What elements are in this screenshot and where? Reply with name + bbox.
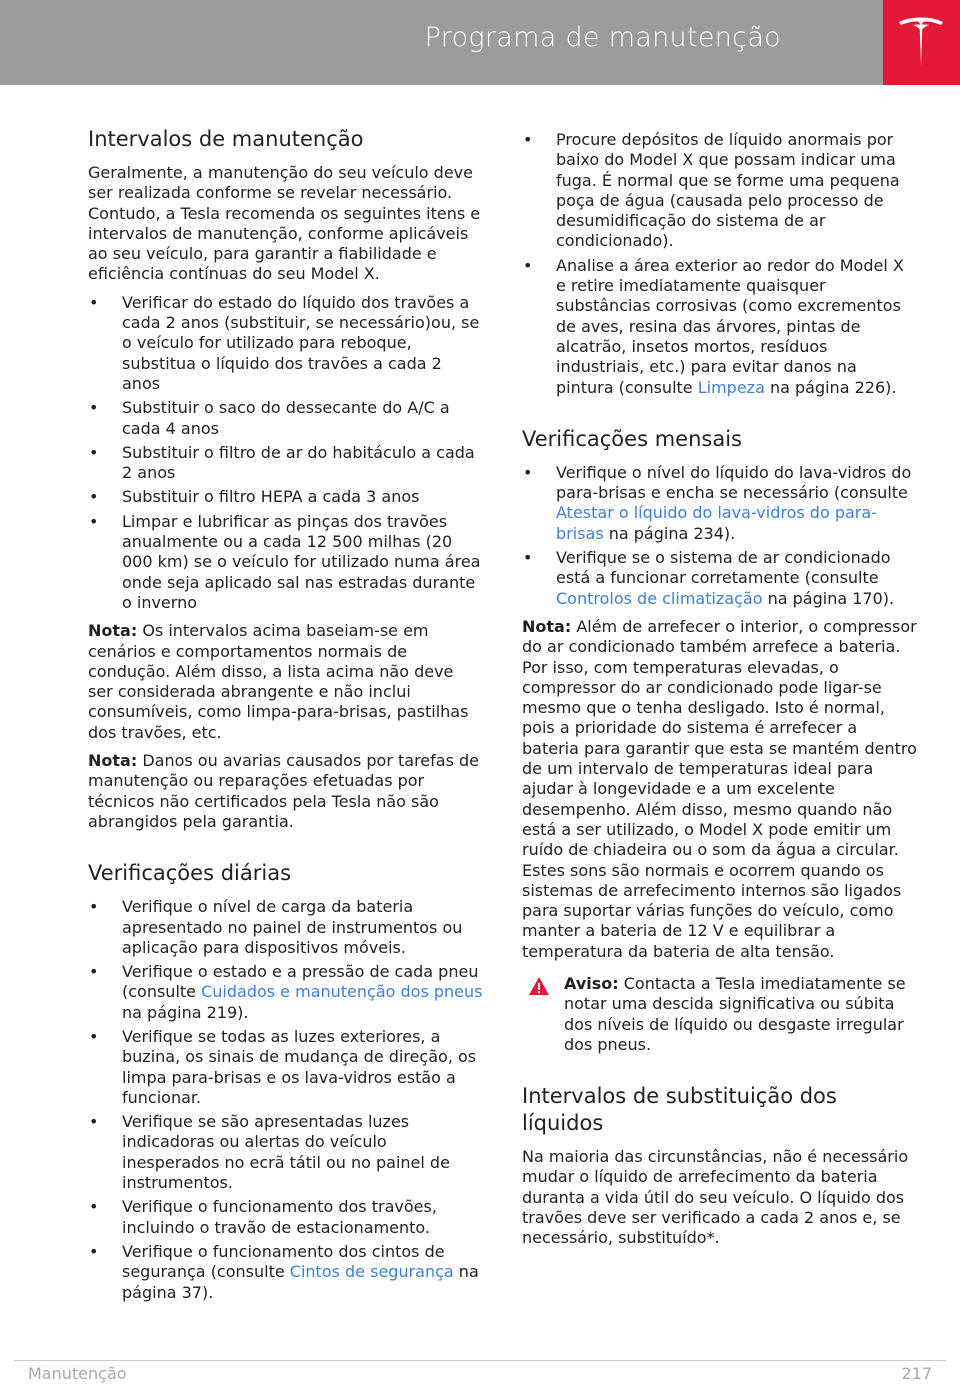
- warning-text: Contacta a Tesla imediatamente se notar uma descida significativa ou súbita dos níveis de líquido ou desgaste irregular dos pneus.: [564, 973, 906, 1054]
- intro-paragraph: Geralmente, a manutenção do seu veículo deve ser realizada conforme se revelar necessário. Contudo, a Tesla recomenda os seguintes itens e intervalos de manutenção, conforme aplicáveis ao seu veículo, para garantir a fiabilidade e eficiência contínuas do seu Model X.: [88, 163, 481, 284]
- note-paragraph: [522, 617, 917, 962]
- section-heading-monthly-checks: Verificações mensais: [522, 426, 742, 451]
- link-climate-controls[interactable]: Controlos de climatização: [556, 588, 763, 608]
- warning-block: [522, 974, 917, 1055]
- list-item: • Analise a área exterior ao redor do Model X e retire imediatamente quaisquer substâncias corrosivas (como excrementos de aves, resina das árvores, pintas de alcatrão, insetos mortos, resíduos industriais, etc.) para evitar danos na pintura (consulte Limpeza na página 226).: [522, 256, 917, 398]
- warning-label: Aviso:: [564, 973, 619, 993]
- page-header: [0, 0, 883, 85]
- note-paragraph: [88, 621, 483, 743]
- list-item: • Verifique o funcionamento dos travões, incluindo o travão de estacionamento.: [88, 1197, 483, 1238]
- footer-divider: [14, 1360, 946, 1361]
- list-item: • Verifique o funcionamento dos cintos de segurança (consulte Cintos de segurança na página 37).: [88, 1242, 483, 1303]
- left-column: [88, 126, 483, 1311]
- page-title: Programa de manutenção: [424, 22, 781, 53]
- section-heading-fluid-intervals: Intervalos de substituição dos líquidos: [522, 1084, 837, 1136]
- right-column: [522, 130, 917, 1257]
- note-label: Nota:: [522, 616, 572, 636]
- daily-list-continued: [522, 130, 917, 398]
- list-item: • Procure depósitos de líquido anormais por baixo do Model X que possam indicar uma fuga. É normal que se forme uma pequena poça de água (causada pelo processo de desumidificação do sistema de ar condicionado).: [522, 130, 917, 252]
- note-text: Os intervalos acima baseiam-se em cenários e comportamentos normais de condução. Além disso, a lista acima não deve ser considerada abrangente e não inclui consumíveis, como limpa-para-brisas, pastilhas dos travões, etc.: [88, 621, 469, 742]
- list-item: • Verifique se todas as luzes exteriores, a buzina, os sinais de mudança de direção, os limpa para-brisas e os lava-vidros estão a funcionar.: [88, 1027, 483, 1108]
- note-label: Nota:: [88, 621, 138, 641]
- tesla-logo: [883, 0, 960, 85]
- list-item: • Substituir o filtro HEPA a cada 3 anos: [88, 487, 483, 507]
- daily-list: [88, 897, 483, 1303]
- list-item: • Verifique se o sistema de ar condicionado está a funcionar corretamente (consulte Controlos de climatização na página 170).: [522, 548, 917, 609]
- link-washer-fluid[interactable]: Atestar o líquido do lava-vidros do para-brisas: [556, 503, 877, 543]
- fluids-paragraph: Na maioria das circunstâncias, não é necessário mudar o líquido de arrefecimento da bateria duranta a vida útil do seu veículo. O líquido dos travões deve ser verificado a cada 2 anos e, se necessário, substituído*.: [522, 1147, 909, 1248]
- link-tire-care[interactable]: Cuidados e manutenção dos pneus: [201, 982, 483, 1002]
- footer-section: Manutenção: [28, 1364, 127, 1383]
- note-label: Nota:: [88, 751, 138, 771]
- list-item: • Verifique o estado e a pressão de cada pneu (consulte Cuidados e manutenção dos pneus na página 219).: [88, 962, 483, 1023]
- warning-icon: [528, 976, 550, 996]
- note-text: Danos ou avarias causados por tarefas de manutenção ou reparações efetuadas por técnicos não certificados pela Tesla não são abrangidos pela garantia.: [88, 751, 480, 831]
- list-item: • Verifique o nível de carga da bateria apresentado no painel de instrumentos ou aplicação para dispositivos móveis.: [88, 897, 483, 958]
- link-cleaning[interactable]: Limpeza: [697, 377, 765, 397]
- link-seat-belts[interactable]: Cintos de segurança: [289, 1262, 454, 1282]
- note-text: Além de arrefecer o interior, o compressor do ar condicionado também arrefece a bateria. Por isso, com temperaturas elevadas, o compressor do ar condicionado pode ligar-se mesmo que o tenha desligado. Isto é normal, pois a prioridade do sistema é arrefecer a bateria para garantir que esta se mantém dentro de um intervalo de temperaturas ideal para ajudar à longevidade e a um excelente desempenho. Além disso, mesmo quando não está a ser utilizado, o Model X pode emitir um ruído de chiadeira ou o som da água a circular. Estes sons são normais e ocorrem quando os sistemas de arrefecimento internos são ligados para suportar várias funções do veículo, como manter a bateria de 12 V e equilibrar a temperatura da bateria de alta tensão.: [522, 616, 917, 961]
- page-number: 217: [901, 1364, 932, 1383]
- list-item: • Substituir o saco do dessecante do A/C a cada 4 anos: [88, 398, 483, 439]
- monthly-list: [522, 463, 917, 609]
- note-paragraph: [88, 751, 483, 832]
- list-item: • Limpar e lubrificar as pinças dos travões anualmente ou a cada 12 500 milhas (20 000 km) se o veículo for utilizado numa área onde seja aplicado sal nas estradas durante o inverno: [88, 512, 483, 613]
- list-item: • Substituir o filtro de ar do habitáculo a cada 2 anos: [88, 443, 483, 484]
- section-heading-maintenance-intervals: Intervalos de manutenção: [88, 127, 364, 151]
- maintenance-list: [88, 293, 483, 613]
- list-item: • Verificar do estado do líquido dos travões a cada 2 anos (substituir, se necessário)ou, se o veículo for utilizado para reboque, substitua o líquido dos travões a cada 2 anos: [88, 293, 483, 394]
- list-item: • Verifique o nível do líquido do lava-vidros do para-brisas e encha se necessário (consulte Atestar o líquido do lava-vidros do para-brisas na página 234).: [522, 463, 917, 544]
- list-item: • Verifique se são apresentadas luzes indicadoras ou alertas do veículo inesperados no ecrã tátil ou no painel de instrumentos.: [88, 1112, 483, 1193]
- section-heading-daily-checks: Verificações diárias: [88, 861, 292, 886]
- tesla-logo-icon: [897, 16, 945, 68]
